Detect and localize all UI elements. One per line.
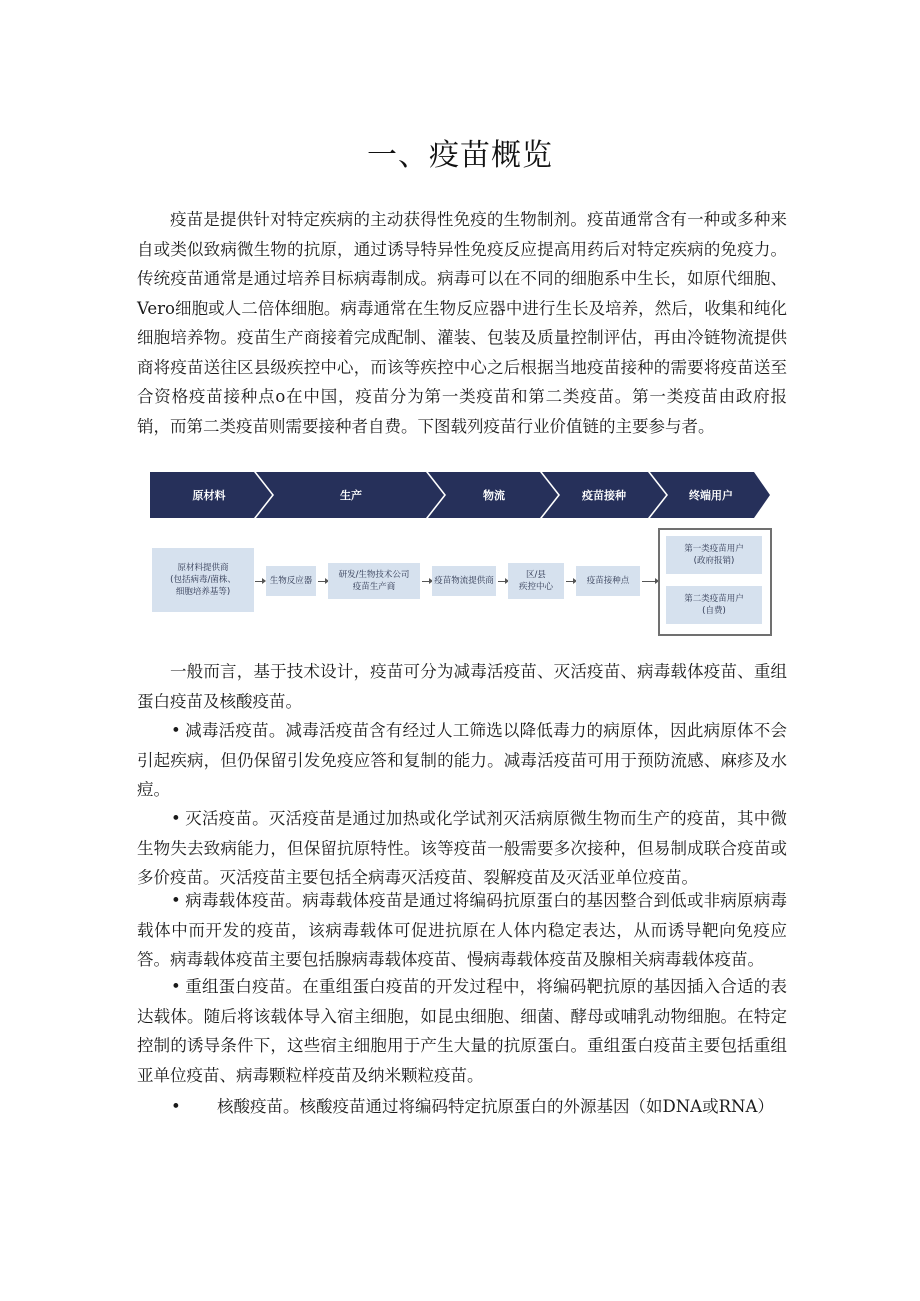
bullet-recombinant-protein — [137, 972, 787, 1090]
bullet-marker: • — [171, 721, 181, 740]
stage-label-production: 生产 — [340, 489, 362, 502]
end-user-frame — [658, 528, 772, 636]
box-vaccine-producer: 研发/生物技术公司 疫苗生产商 — [328, 563, 420, 599]
intro-paragraph: 疫苗是提供针对特定疾病的主动获得性免疫的生物制剂。疫苗通常含有一种或多种来自或类似致病微生物的抗原，通过诱导特异性免疫反应提高用药后对特定疾病的免疫力。传统疫苗通常是通过培养目标病毒制成。病毒可以在不同的细胞系中生长，如原代细胞、Vero细胞或人二倍体细胞。病毒通常在生物反应器中进行生长及培养，然后，收集和纯化细胞培养物。疫苗生产商接着完成配制、灌装、包装及质量控制评估，再由冷链物流提供商将疫苗送往区县级疾控中心，而该等疾控中心之后根据当地疫苗接种的需要将疫苗送至合资格疫苗接种点o在中国，疫苗分为第一类疫苗和第二类疫苗。第一类疫苗由政府报销，而第二类疫苗则需要接种者自费。下图载列疫苗行业价值链的主要参与者。 — [137, 210, 787, 436]
box-logistics-provider: 疫苗物流提供商 — [432, 566, 496, 596]
bullet-text: 核酸疫苗。核酸疫苗通过将编码特定抗原蛋白的外源基因（如DNA或RNA） — [217, 1097, 774, 1116]
bullet-text: 减毒活疫苗。减毒活疫苗含有经过人工筛选以降低毒力的病原体，因此病原体不会引起疾病，但仍保留引发免疫应答和复制的能力。减毒活疫苗可用于预防流感、麻疹及水痘。 — [137, 721, 787, 799]
arrow-2 — [318, 581, 326, 582]
bullet-marker: • — [171, 1097, 181, 1116]
bullet-viral-vector — [137, 886, 787, 975]
bullet-text: 重组蛋白疫苗。在重组蛋白疫苗的开发过程中，将编码靶抗原的基因插入合适的表达载体。随后将该载体导入宿主细胞，如昆虫细胞、细菌、酵母或哺乳动物细胞。在特定控制的诱导条件下，这些宿主细胞用于产生大量的抗原蛋白。重组蛋白疫苗主要包括重组亚单位疫苗、病毒颗粒样疫苗及纳米颗粒疫苗。 — [137, 977, 787, 1085]
bullet-marker: • — [171, 891, 181, 910]
bullet-marker: • — [171, 809, 181, 828]
arrow-6 — [642, 581, 656, 582]
stage-label-vaccination: 疫苗接种 — [582, 489, 626, 502]
bullet-inactivated — [137, 804, 787, 893]
arrow-3 — [422, 581, 430, 582]
classification-intro: 一般而言，基于技术设计，疫苗可分为减毒活疫苗、灭活疫苗、病毒载体疫苗、重组蛋白疫苗及核酸疫苗。 — [137, 662, 787, 711]
box-district-cdc: 区/县 疾控中心 — [508, 563, 564, 599]
stage-label-raw: 原材料 — [192, 489, 226, 502]
arrow-4 — [498, 581, 506, 582]
bullet-text: 灭活疫苗。灭活疫苗是通过加热或化学试剂灭活病原微生物而生产的疫苗，其中微生物失去致病能力，但保留抗原特性。该等疫苗一般需要多次接种，但易制成联合疫苗或多价疫苗。灭活疫苗主要包括全病毒灭活疫苗、裂解疫苗及灭活亚单位疫苗。 — [137, 809, 787, 887]
value-chain-diagram — [150, 470, 774, 640]
bullet-text: 病毒载体疫苗。病毒载体疫苗是通过将编码抗原蛋白的基因整合到低或非病原病毒载体中而开发的疫苗，该病毒载体可促进抗原在人体内稳定表达，从而诱导靶向免疫应答。病毒载体疫苗主要包括腺病毒载体疫苗、慢病毒载体疫苗及腺相关病毒载体疫苗。 — [137, 891, 787, 969]
box-category2-users: 第二类疫苗用户 (自费) — [666, 586, 762, 624]
box-category1-users: 第一类疫苗用户 (政府报销) — [666, 536, 762, 574]
stage-label-enduser: 终端用户 — [689, 489, 733, 502]
stage-label-logistics: 物流 — [483, 489, 505, 502]
arrow-1 — [255, 581, 263, 582]
arrow-5 — [566, 581, 574, 582]
bullet-marker: • — [171, 977, 181, 996]
bullet-nucleic-acid — [137, 1092, 787, 1122]
box-bioreactor: 生物反应器 — [266, 566, 316, 596]
box-vaccination-site: 疫苗接种点 — [576, 566, 640, 596]
box-raw-material-supplier: 原材料提供商 (包括病毒/菌株、 细胞培养基等) — [152, 548, 254, 612]
page-title: 一、疫苗概览 — [367, 138, 553, 173]
bullet-live-attenuated — [137, 716, 787, 805]
